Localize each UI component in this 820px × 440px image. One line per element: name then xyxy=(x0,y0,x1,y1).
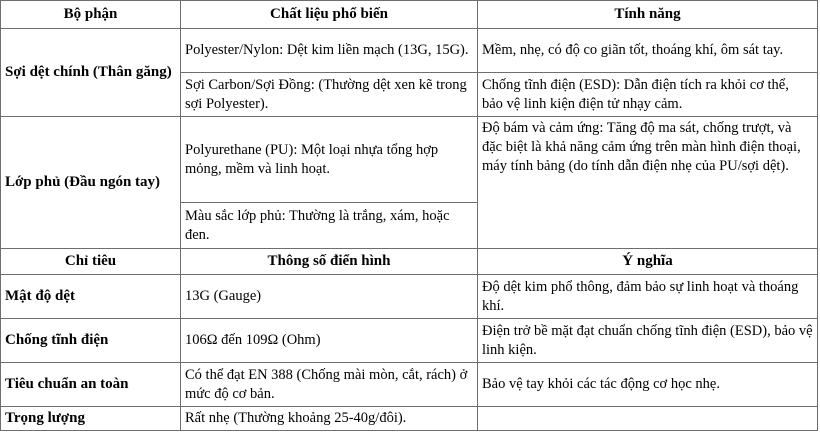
feature-cell: Chống tĩnh điện (ESD): Dẫn điện tích ra khỏi cơ thể, bảo vệ linh kiện điện tử nhạy cảm. xyxy=(478,73,818,117)
criterion-meaning: Bảo vệ tay khỏi các tác động cơ học nhẹ. xyxy=(478,363,818,407)
criterion-value: Rất nhẹ (Thường khoảng 25-40g/đôi). xyxy=(181,407,478,431)
criterion-name: Tiêu chuẩn an toàn xyxy=(1,363,181,407)
table1-header-row xyxy=(1,1,818,29)
criterion-meaning: Độ dệt kim phổ thông, đảm bảo sự linh hoạt và thoáng khí. xyxy=(478,275,818,319)
table-row xyxy=(1,363,818,407)
table-row xyxy=(1,117,818,203)
table-row xyxy=(1,319,818,363)
header-meaning: Ý nghĩa xyxy=(478,249,818,275)
criterion-value: 13G (Gauge) xyxy=(181,275,478,319)
feature-cell: Độ bám và cảm ứng: Tăng độ ma sát, chống trượt, và đặc biệt là khả năng cảm ứng trên màn hình điện thoại, máy tính bảng (do tính dẫn điện nhẹ của PU/sợi dệt). xyxy=(478,117,818,249)
criterion-meaning xyxy=(478,407,818,431)
header-material: Chất liệu phổ biến xyxy=(181,1,478,29)
criterion-meaning: Điện trở bề mặt đạt chuẩn chống tĩnh điện (ESD), bảo vệ linh kiện. xyxy=(478,319,818,363)
criterion-name: Mật độ dệt xyxy=(1,275,181,319)
table-row xyxy=(1,275,818,319)
material-cell: Màu sắc lớp phủ: Thường là trắng, xám, hoặc đen. xyxy=(181,203,478,249)
table2-header-row xyxy=(1,249,818,275)
header-criterion: Chỉ tiêu xyxy=(1,249,181,275)
material-cell: Polyester/Nylon: Dệt kim liền mạch (13G, 15G). xyxy=(181,29,478,73)
criterion-name: Trọng lượng xyxy=(1,407,181,431)
material-cell: Sợi Carbon/Sợi Đồng: (Thường dệt xen kẽ trong sợi Polyester). xyxy=(181,73,478,117)
table-row xyxy=(1,407,818,431)
part-label: Sợi dệt chính (Thân găng) xyxy=(1,29,181,117)
part-label: Lớp phủ (Đầu ngón tay) xyxy=(1,117,181,249)
criterion-value: 106Ω đến 109Ω (Ohm) xyxy=(181,319,478,363)
table-row xyxy=(1,29,818,73)
feature-cell: Mềm, nhẹ, có độ co giãn tốt, thoáng khí, ôm sát tay. xyxy=(478,29,818,73)
header-part: Bộ phận xyxy=(1,1,181,29)
criterion-value: Có thể đạt EN 388 (Chống mài mòn, cắt, rách) ở mức độ cơ bản. xyxy=(181,363,478,407)
header-typical-value: Thông số điển hình xyxy=(181,249,478,275)
criterion-name: Chống tĩnh điện xyxy=(1,319,181,363)
material-cell: Polyurethane (PU): Một loại nhựa tổng hợp mỏng, mềm và linh hoạt. xyxy=(181,117,478,203)
header-feature: Tính năng xyxy=(478,1,818,29)
